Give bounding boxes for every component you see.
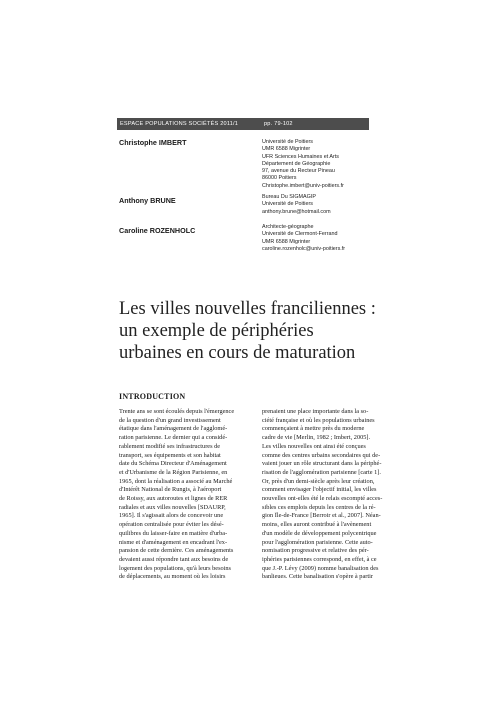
body-line: sibles ces emplois depuis les centres de la ré- [262, 503, 376, 511]
body-line: cadre de vie [Merlin, 1982 ; Imbert, 2005]. [262, 434, 371, 442]
body-line: vaient jouer un rôle structurant dans la périphé- [262, 460, 382, 468]
body-line: pour l'agglomération parisienne. Cette auto- [262, 538, 373, 546]
body-line: date du Schéma Directeur d'Aménagement [119, 460, 227, 468]
body-line: radiales et aux villes nouvelles [SDAURP, [119, 503, 226, 511]
affiliation-line: 86000 Poitiers [262, 175, 297, 182]
author-name: Christophe IMBERT [119, 138, 187, 147]
affiliation-line: UMR 6588 Migrinter [262, 146, 311, 153]
body-line: commençaient à mettre près du moderne [262, 425, 365, 433]
affiliation-line: 97, avenue du Recteur Pineau [262, 168, 335, 175]
body-line: étatique dans l'aménagement de l'agglomé- [119, 425, 228, 433]
body-line: gion Île-de-France [Berroir et al., 2007]. Néan- [262, 512, 381, 520]
body-line: banlieues. Cette banalisation s'opère à partir [262, 573, 373, 581]
affiliation-email[interactable]: caroline.rozenholc@univ-poitiers.fr [262, 245, 346, 252]
body-line: Les villes nouvelles ont ainsi été conçues [262, 442, 366, 450]
affiliation-line: UMR 6588 Migrinter [262, 238, 311, 245]
affiliation-line: Université de Poitiers [262, 139, 313, 145]
body-line: d'Intérêt National de Rungis, à l'aéroport [119, 486, 222, 494]
body-line: d'un modèle de développement polycentrique [262, 529, 377, 537]
body-line: que J.-P. Lévy (2009) nomme banalisation des [262, 564, 379, 572]
affiliation-line: Bureau Du SIGMAGIP [262, 194, 316, 200]
title-line: un exemple de périphéries [119, 321, 314, 341]
body-column-right [262, 408, 395, 582]
body-line: 1965, dont la réalisation a associé au Marché [119, 477, 233, 485]
page-range: pp. 79-102 [264, 121, 293, 127]
affiliation-line: Université de Poitiers [262, 201, 313, 208]
affiliation-line: Université de Clermont-Ferrand [262, 231, 338, 238]
body-line: et d'Urbanisme de la Région Parisienne, en [119, 468, 228, 476]
body-line: transport, ses équipements et son habitat [119, 451, 221, 459]
title-line: urbaines en cours de maturation [119, 343, 356, 363]
section-heading: INTRODUCTION [119, 392, 186, 401]
body-line: nisme et d'aménagement en encadrant l'ex- [119, 538, 228, 546]
body-line: de Roissy, aux autoroutes et lignes de RER [119, 495, 228, 503]
body-line: nouvelles ont-elles été le relais escompté acces- [262, 495, 383, 503]
article-title [119, 298, 419, 364]
body-line: nomisation progressive et relative des pér- [262, 547, 369, 555]
body-line: iphéries parisiennes correspond, en effet, à ce [262, 555, 377, 563]
body-line: moins, elles auront contribué à l'avènement [262, 521, 372, 529]
author-affiliation [262, 224, 382, 253]
body-line: devaient aussi répondre tant aux besoins de [119, 555, 229, 563]
body-line: comment envisager l'objectif initial, les villes [262, 486, 377, 494]
body-line: logement des populations, qu'à leurs besoins [119, 564, 232, 572]
affiliation-line: Architecte-géographe [262, 224, 314, 230]
body-column-left [119, 408, 252, 582]
body-line: de la question d'un grand investissement [119, 416, 221, 424]
author-name: Caroline ROZENHOLC [119, 226, 196, 235]
author-name: Anthony BRUNE [119, 196, 176, 205]
affiliation-line: UFR Sciences Humaines et Arts [262, 153, 339, 160]
author-affiliation [262, 194, 382, 216]
affiliation-line: Département de Géographie [262, 160, 331, 167]
affiliation-email[interactable]: Christophe.imbert@univ-poitiers.fr [262, 182, 344, 189]
author-affiliation [262, 139, 382, 190]
body-line: Trente ans se sont écoulés depuis l'émergence [119, 408, 235, 415]
body-line: comme des centres urbains secondaires qui de- [262, 451, 381, 459]
body-line: de déplacements, au moment où les loisirs [119, 573, 226, 581]
body-line: rablement modifié ses infrastructures de [119, 442, 221, 450]
title-line: Les villes nouvelles franciliennes : [119, 299, 376, 319]
body-line: prenaient une place importante dans la so- [262, 408, 369, 415]
body-line: 1965]. Il s'agissait alors de concevoir une [119, 512, 224, 520]
body-line: risation de l'agglomération parisienne [carte 1]. [262, 468, 381, 476]
body-line: pansion de cette dernière. Ces aménagements [119, 547, 234, 555]
body-line: ciété française et où les populations urbaines [262, 416, 375, 424]
body-line: quilibres du laisser-faire en matière d'urba- [119, 529, 228, 537]
journal-name: ESPACE POPULATIONS SOCIÉTÉS 2011/1 [120, 121, 239, 127]
journal-header-bar [117, 118, 369, 130]
affiliation-email[interactable]: anthony.brune@hotmail.com [262, 208, 331, 215]
body-line: Or, près d'un demi-siècle après leur création, [262, 477, 375, 485]
body-line: opération centralisée pour éviter les désé- [119, 521, 224, 529]
body-line: ration parisienne. Le dernier qui a considé- [119, 434, 228, 442]
